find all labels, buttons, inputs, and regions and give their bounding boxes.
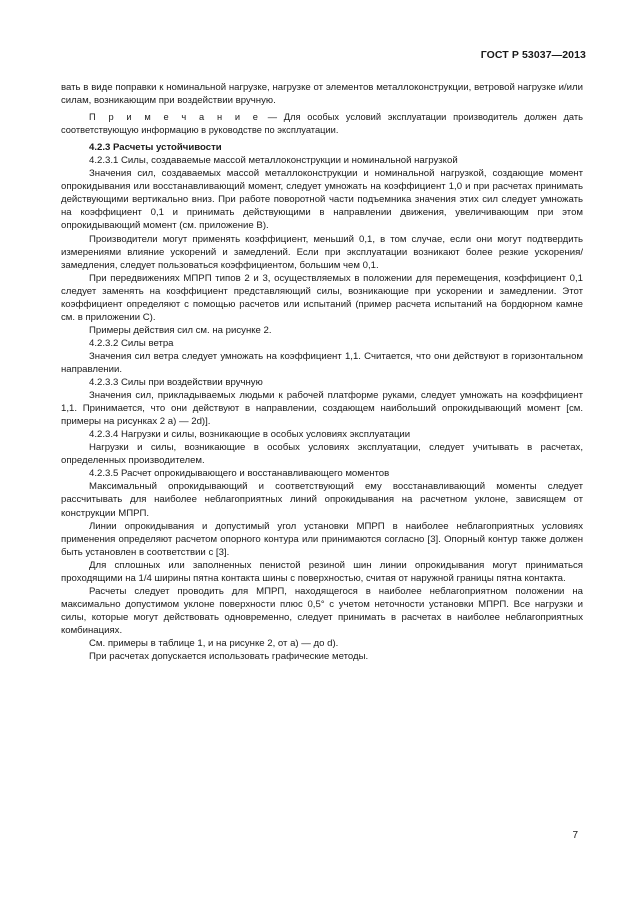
paragraph: Нагрузки и силы, возникающие в особых условиях эксплуатации, следует учитывать в расчетах, определенных производителем. — [61, 442, 583, 467]
paragraph: Для сплошных или заполненных пенистой резиной шин линии опрокидывания могут приниматься проходящими на 1/4 ширины пятна контакта шины с поверхностью, считая от наружной границы пятна контакта. — [61, 559, 583, 584]
paragraph: См. примеры в таблице 1, и на рисунке 2, от а) — до d). — [89, 637, 339, 649]
paragraph: Примеры действия сил см. на рисунке 2. — [89, 324, 272, 336]
section-heading-4-2-3: 4.2.3 Расчеты устойчивости — [89, 142, 222, 154]
page-number: 7 — [572, 830, 578, 841]
subsection-heading-4-2-3-4: 4.2.3.4 Нагрузки и силы, возникающие в особых условиях эксплуатации — [89, 429, 411, 441]
paragraph-continuation: вать в виде поправки к номинальной нагрузке, нагрузке от элементов металлоконструкции, ветровой нагрузке и/или силам, возникающим при воздействии вручную. — [61, 82, 583, 107]
note-paragraph — [61, 111, 583, 137]
subsection-heading-4-2-3-1: 4.2.3.1 Силы, создаваемые массой металлоконструкции и номинальной нагрузкой — [89, 155, 458, 167]
subsection-heading-4-2-3-5: 4.2.3.5 Расчет опрокидывающего и восстанавливающего моментов — [89, 468, 390, 480]
note-label: П р и м е ч а н и е — [89, 112, 261, 123]
paragraph: Максимальный опрокидывающий и соответствующий ему восстанавливающий моменты следует рассчитывать для наиболее неблагоприятных линий опрокидывания на расчетном уклоне, зависящем от конструкции МПРП. — [61, 481, 583, 519]
paragraph: Производители могут применять коэффициент, меньший 0,1, в том случае, если они могут подтвердить измерениями влияние ускорений и замедлений. Если при эксплуатации возникают более резкие ускорения/замедления, следует пользоваться коэффициентом, большим чем 0,1. — [61, 233, 583, 271]
document-body — [61, 81, 583, 663]
subsection-heading-4-2-3-2: 4.2.3.2 Силы ветра — [89, 337, 174, 349]
subsection-heading-4-2-3-3: 4.2.3.3 Силы при воздействии вручную — [89, 377, 263, 389]
note-text: — Для особых условий эксплуатации производитель должен дать соответствующую информацию в руководстве по эксплуатации. — [61, 112, 583, 136]
paragraph: Значения сил ветра следует умножать на коэффициент 1,1. Считается, что они действуют в горизонтальном направлении. — [61, 350, 583, 375]
paragraph: Линии опрокидывания и допустимый угол установки МПРП в наиболее неблагоприятных условиях применения определяют расчетом опорного контура или принимаются согласно [3]. Опорный контур также должен быть установлен в соответствии с [3]. — [61, 520, 583, 558]
document-code-header: ГОСТ Р 53037—2013 — [480, 49, 586, 61]
paragraph: Значения сил, создаваемых массой металлоконструкции и номинальной нагрузкой, создающие момент опрокидывания или восстанавливающий момент, следует умножать на коэффициент 1,0 и при расчетах принимать действующими вертикально вниз. При работе поворотной части подъемника значения этих сил следует умножать на коэффициент 0,1 и принимать действующими в направлении движения, увеличивающим при этом опрокидывающий момент (см. приложение В). — [61, 168, 583, 232]
paragraph: При расчетах допускается использовать графические методы. — [89, 651, 369, 663]
paragraph: Расчеты следует проводить для МПРП, находящегося в наиболее неблагоприятном положении на максимально допустимом уклоне поверхности плюс 0,5° с учетом неточности установки МПРП. Все нагрузки и силы, которые могут действовать одновременно, следует принимать в расчетах в наиболее неблагоприятных комбинациях. — [61, 585, 583, 636]
paragraph: Значения сил, прикладываемых людьми к рабочей платформе руками, следует умножать на коэффициент 1,1. Принимается, что они действуют в направлении, создающем наибольший опрокидывающий момент [см. примеры на рисунках 2 a) — 2d)]. — [61, 390, 583, 428]
paragraph: При передвижениях МПРП типов 2 и 3, осуществляемых в положении для перемещения, коэффициент 0,1 следует заменять на коэффициент представляющий силы, возникающие при ускорении и замедлении. Этот коэффициент определяют с помощью расчетов или испытаний (пример расчета испытаний на бордюрном камне см. в приложении С). — [61, 272, 583, 323]
